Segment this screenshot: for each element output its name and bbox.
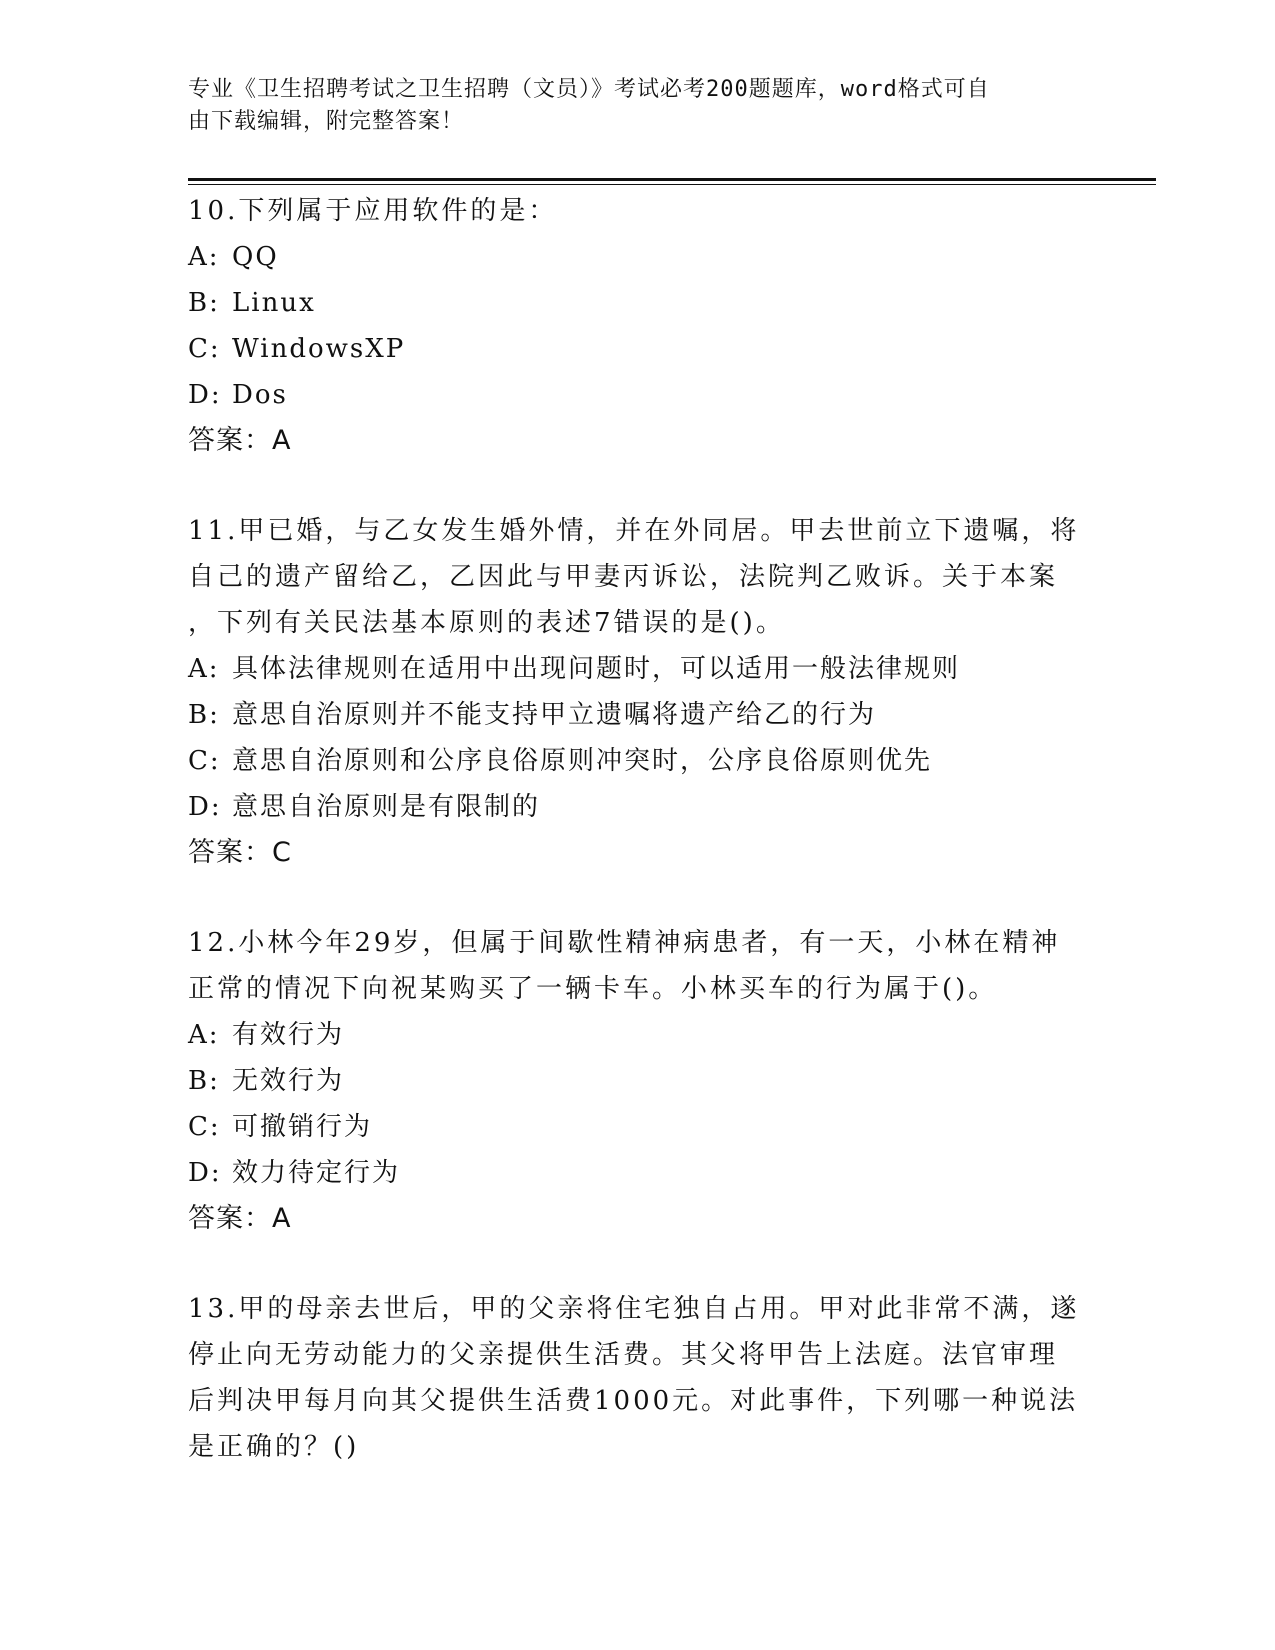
option-a — [188, 1012, 1088, 1058]
option-text: 意思自治原则和公序良俗原则冲突时，公序良俗原则优先 — [232, 746, 933, 776]
option-text: 无效行为 — [232, 1066, 345, 1096]
option-key: B: — [188, 288, 220, 318]
option-key: C: — [188, 1112, 221, 1142]
option-key: A: — [188, 242, 220, 272]
option-b — [188, 280, 1088, 326]
answer-line: 答案：A — [188, 425, 292, 456]
option-key: D: — [188, 380, 222, 410]
question-11 — [188, 508, 1088, 876]
spacer — [188, 1242, 1088, 1286]
question-stem: 停止向无劳动能力的父亲提供生活费。其父将甲告上法庭。法官审理 — [188, 1340, 1059, 1370]
header-rule-thin — [188, 184, 1156, 185]
option-a — [188, 234, 1088, 280]
question-stem: 11.甲已婚，与乙女发生婚外情，并在外同居。甲去世前立下遗嘱，将 — [188, 516, 1080, 546]
question-stem: 正常的情况下向祝某购买了一辆卡车。小林买车的行为属于()。 — [188, 974, 998, 1004]
question-stem: 自己的遗产留给乙，乙因此与甲妻丙诉讼，法院判乙败诉。关于本案 — [188, 562, 1059, 592]
option-key: C: — [188, 334, 221, 364]
question-10 — [188, 188, 1088, 464]
answer-line: 答案：C — [188, 837, 292, 868]
question-stem: 后判决甲每月向其父提供生活费1000元。对此事件，下列哪一种说法 — [188, 1386, 1079, 1416]
option-text: 效力待定行为 — [232, 1158, 401, 1188]
option-text: 意思自治原则是有限制的 — [232, 792, 541, 822]
option-c — [188, 326, 1088, 372]
question-stem: 13.甲的母亲去世后，甲的父亲将住宅独自占用。甲对此非常不满，遂 — [188, 1294, 1080, 1324]
option-key: A: — [188, 1020, 220, 1050]
header-rule-thick — [188, 178, 1156, 181]
header-line-1: 专业《卫生招聘考试之卫生招聘（文员）》考试必考200题题库，word格式可自 — [188, 77, 990, 102]
option-d — [188, 784, 1088, 830]
question-13 — [188, 1286, 1088, 1470]
question-12 — [188, 920, 1088, 1242]
option-c — [188, 738, 1088, 784]
option-c — [188, 1104, 1088, 1150]
spacer — [188, 464, 1088, 508]
question-stem: 12.小林今年29岁，但属于间歇性精神病患者，有一天，小林在精神 — [188, 928, 1061, 958]
option-key: C: — [188, 746, 221, 776]
question-stem: 10.下列属于应用软件的是： — [188, 196, 558, 226]
option-text: QQ — [232, 242, 279, 272]
option-d — [188, 372, 1088, 418]
option-text: 意思自治原则并不能支持甲立遗嘱将遗产给乙的行为 — [232, 700, 877, 730]
option-b — [188, 692, 1088, 738]
answer-line: 答案：A — [188, 1203, 292, 1234]
option-text: 可撤销行为 — [232, 1112, 373, 1142]
option-text: WindowsXP — [232, 334, 406, 364]
option-key: D: — [188, 792, 222, 822]
option-a — [188, 646, 1088, 692]
option-text: 有效行为 — [232, 1020, 345, 1050]
question-stem: ，下列有关民法基本原则的表述7错误的是()。 — [188, 608, 785, 638]
option-text: 具体法律规则在适用中出现问题时，可以适用一般法律规则 — [232, 654, 961, 684]
option-key: A: — [188, 654, 220, 684]
question-stem: 是正确的？() — [188, 1432, 360, 1462]
option-key: B: — [188, 1066, 220, 1096]
option-d — [188, 1150, 1088, 1196]
option-key: D: — [188, 1158, 222, 1188]
spacer — [188, 876, 1088, 920]
question-list — [188, 188, 1088, 1470]
option-key: B: — [188, 700, 220, 730]
header-line-2: 由下载编辑，附完整答案！ — [188, 109, 465, 134]
option-b — [188, 1058, 1088, 1104]
document-header — [188, 74, 1068, 138]
option-text: Dos — [232, 380, 288, 410]
option-text: Linux — [232, 288, 316, 318]
